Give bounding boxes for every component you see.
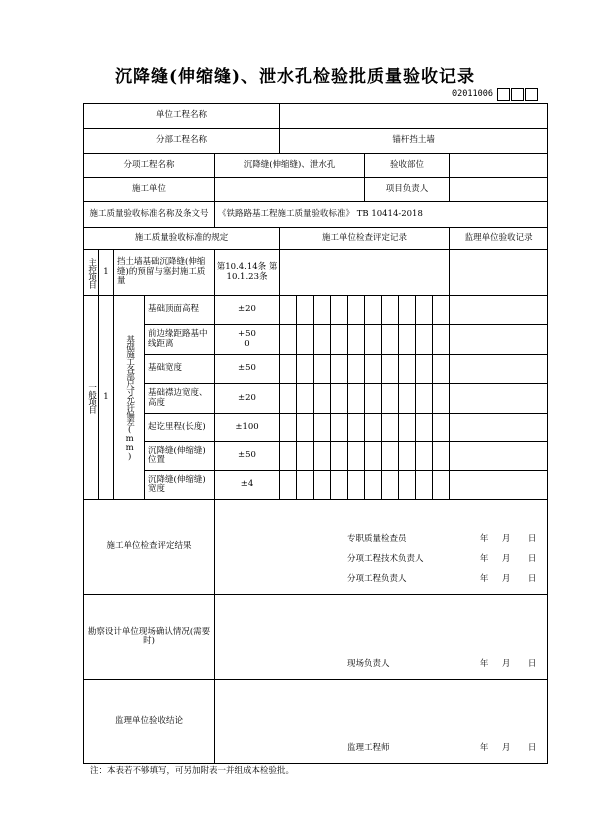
check-cell[interactable] [416,384,433,414]
supervisor-cell[interactable] [450,296,548,325]
unit-project-value[interactable] [280,104,548,129]
check-cell[interactable] [348,296,365,325]
check-cell[interactable] [399,442,416,471]
check-cell[interactable] [314,355,331,384]
check-cell[interactable] [416,296,433,325]
supervisor-cell[interactable] [450,384,548,414]
general-item-tol: ±20 [215,384,280,414]
check-cell[interactable] [280,325,297,355]
check-cell[interactable] [365,414,382,442]
check-cell[interactable] [433,355,450,384]
general-item-tol: ±50 [215,355,280,384]
check-cell[interactable] [280,384,297,414]
supervisor-cell[interactable] [450,355,548,384]
check-cell[interactable] [331,384,348,414]
check-cell[interactable] [416,414,433,442]
division-label: 分部工程名称 [84,129,280,154]
check-cell[interactable] [416,471,433,500]
col-header-spec: 施工质量验收标准的规定 [84,228,280,250]
main-control-index: 1 [99,250,114,296]
check-cell[interactable] [382,384,399,414]
general-item-name: 基础襟边宽度、高度 [145,384,215,414]
subitem-value[interactable]: 沉降缝(伸缩缝)、泄水孔 [215,154,365,178]
check-cell[interactable] [399,471,416,500]
check-cell[interactable] [297,296,314,325]
check-cell[interactable] [399,384,416,414]
signer-supervising-engineer: 监理工程师 [347,743,390,754]
check-cell[interactable] [331,414,348,442]
standard-value: 《铁路路基工程施工质量验收标准》 TB 10414-2018 [215,202,548,228]
check-cell[interactable] [280,471,297,500]
check-cell[interactable] [314,325,331,355]
general-label: 一般项目 [84,296,99,500]
check-cell[interactable] [399,325,416,355]
project-lead-label: 项目负责人 [365,178,450,202]
check-cell[interactable] [331,442,348,471]
main-control-item: 挡土墙基础沉降缝(伸缩缝)的预留与塞封施工质量 [114,250,215,296]
general-item-tol: +50 0 [215,325,280,355]
acceptance-part-label: 验收部位 [365,154,450,178]
check-cell[interactable] [382,355,399,384]
check-cell[interactable] [433,384,450,414]
check-cell[interactable] [348,355,365,384]
inspection-form [83,103,548,764]
supervisor-cell[interactable] [450,471,548,500]
check-cell[interactable] [399,414,416,442]
check-cell[interactable] [280,296,297,325]
general-item-name: 起讫里程(长度) [145,414,215,442]
acceptance-part-value[interactable] [450,154,548,178]
check-cell[interactable] [314,384,331,414]
supervision-label: 监理单位验收结论 [84,680,215,764]
constructor-eval-area[interactable]: 专职质量检查员 年 月 日 分项工程技术负责人 年 月 日 分项工程负责人 年 月 日 [215,500,548,595]
check-cell[interactable] [382,442,399,471]
project-lead-value[interactable] [450,178,548,202]
check-cell[interactable] [348,325,365,355]
check-cell[interactable] [365,471,382,500]
main-control-label: 主控项目 [84,250,99,296]
check-cell[interactable] [280,414,297,442]
check-cell[interactable] [433,414,450,442]
check-cell[interactable] [280,442,297,471]
check-cell[interactable] [297,325,314,355]
check-cell[interactable] [365,442,382,471]
check-cell[interactable] [365,384,382,414]
supervisor-cell[interactable] [450,442,548,471]
standard-label: 施工质量验收标准名称及条文号 [84,202,215,228]
general-item-tol: ±50 [215,442,280,471]
check-cell[interactable] [365,296,382,325]
check-cell[interactable] [331,296,348,325]
division-value[interactable]: 锚杆挡土墙 [280,129,548,154]
check-cell[interactable] [433,296,450,325]
check-cell[interactable] [433,442,450,471]
general-index: 1 [99,296,114,500]
signer-quality-inspector: 专职质量检查员 [347,534,407,545]
check-cell[interactable] [280,355,297,384]
check-cell[interactable] [314,296,331,325]
general-item-tol: ±100 [215,414,280,442]
check-cell[interactable] [297,471,314,500]
check-cell[interactable] [331,471,348,500]
check-cell[interactable] [297,355,314,384]
main-control-clause: 第10.4.14条 第10.1.23条 [215,250,280,296]
constructor-value[interactable] [215,178,365,202]
survey-design-area[interactable]: 现场负责人 年 月 日 [215,595,548,680]
check-cell[interactable] [331,325,348,355]
check-cell[interactable] [348,442,365,471]
general-item-name: 沉降缝(伸缩缝)位置 [145,442,215,471]
general-item-tol: ±4 [215,471,280,500]
general-item-name: 基础宽度 [145,355,215,384]
supervisor-cell[interactable] [450,325,548,355]
supervisor-cell[interactable] [450,414,548,442]
check-cell[interactable] [365,355,382,384]
general-item-tol: ±20 [215,296,280,325]
check-cell[interactable] [433,325,450,355]
check-cell[interactable] [314,471,331,500]
check-cell[interactable] [348,471,365,500]
main-control-supervisor[interactable] [450,250,548,296]
check-cell[interactable] [314,414,331,442]
signer-technical-lead: 分项工程技术负责人 [347,554,424,565]
constructor-label: 施工单位 [84,178,215,202]
check-cell[interactable] [382,414,399,442]
unit-project-label: 单位工程名称 [84,104,280,129]
check-cell[interactable] [348,414,365,442]
check-cell[interactable] [297,384,314,414]
check-cell[interactable] [382,325,399,355]
signer-subitem-lead: 分项工程负责人 [347,574,407,585]
col-header-supervisor-record: 监理单位验收记录 [450,228,548,250]
serial-box-1[interactable] [497,88,510,101]
footnote: 注：本表若不够填写，可另加附表一并组成本检验批。 [90,766,295,776]
check-cell[interactable] [365,325,382,355]
serial-box-3[interactable] [525,88,538,101]
check-cell[interactable] [297,414,314,442]
check-cell[interactable] [416,325,433,355]
general-item-name: 前边缘距路基中线距离 [145,325,215,355]
survey-design-label: 勘察设计单位现场确认情况(需要时) [84,595,215,680]
form-code-row [452,86,538,102]
check-cell[interactable] [416,442,433,471]
check-cell[interactable] [399,355,416,384]
general-group: 基础施工各部尺寸允许偏差(mm) [114,296,145,500]
form-title: 沉降缝(伸缩缝)、泄水孔检验批质量验收记录 [114,67,476,87]
supervision-area[interactable]: 监理工程师 年 月 日 [215,680,548,764]
general-item-name: 基础顶面高程 [145,296,215,325]
check-cell[interactable] [433,471,450,500]
main-control-check[interactable] [280,250,450,296]
check-cell[interactable] [399,296,416,325]
check-cell[interactable] [314,442,331,471]
serial-box-2[interactable] [511,88,524,101]
general-item-name: 沉降缝(伸缩缝)宽度 [145,471,215,500]
subitem-label: 分项工程名称 [84,154,215,178]
check-cell[interactable] [348,384,365,414]
constructor-eval-label: 施工单位检查评定结果 [84,500,215,595]
check-cell[interactable] [331,355,348,384]
check-cell[interactable] [382,471,399,500]
check-cell[interactable] [416,355,433,384]
signer-site-lead: 现场负责人 [347,659,390,670]
check-cell[interactable] [382,296,399,325]
col-header-constructor-check: 施工单位检查评定记录 [280,228,450,250]
form-code: 02011006 [452,89,493,99]
check-cell[interactable] [297,442,314,471]
